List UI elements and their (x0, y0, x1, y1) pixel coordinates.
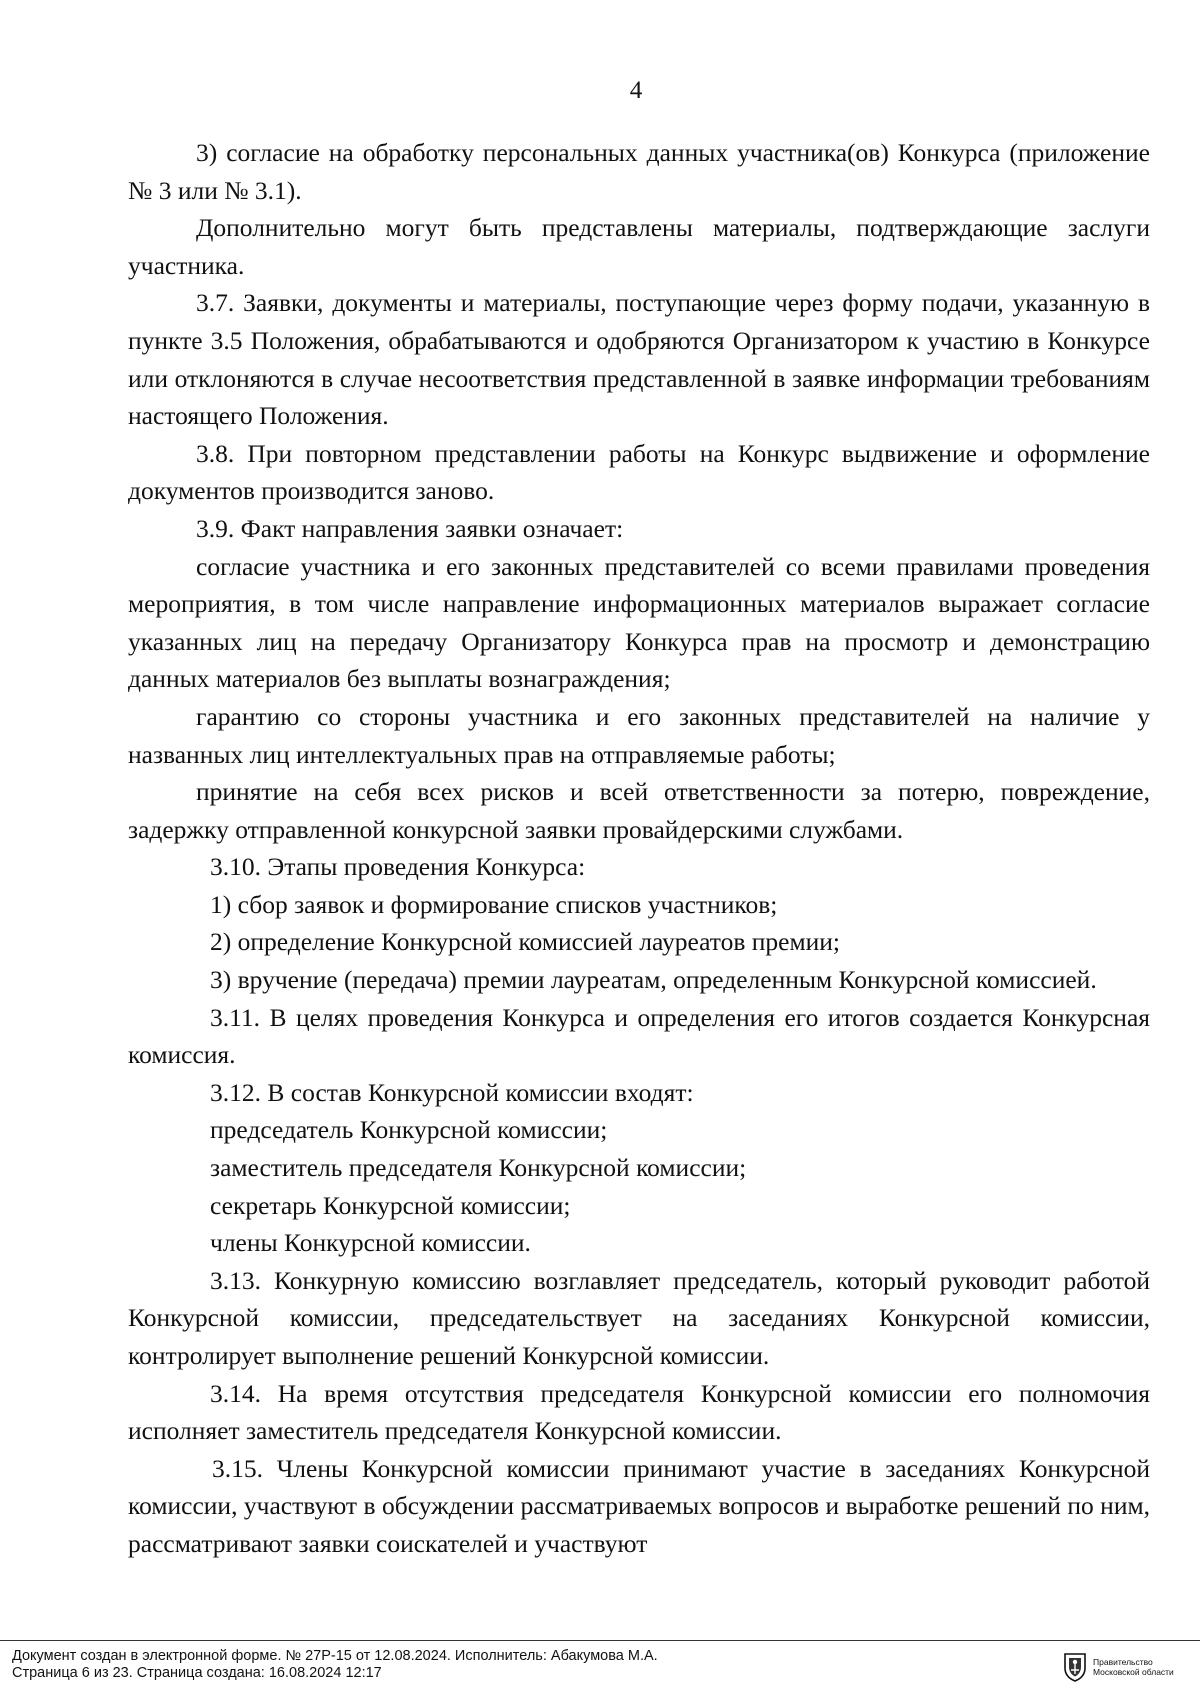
logo-text-line: Правительство (1093, 1657, 1153, 1667)
paragraph: 3.8. При повторном представлении работы на Конкурс выдвижение и оформление документов производится заново. (128, 438, 1150, 506)
coat-of-arms-icon (1062, 1652, 1088, 1682)
list-item: заместитель председателя Конкурсной комиссии; (210, 1153, 747, 1183)
paragraph: 3.12. В состав Конкурсной комиссии входят: (210, 1077, 694, 1107)
paragraph: 3.7. Заявки, документы и материалы, поступающие через форму подачи, указанную в пункте 3.5 Положения, обрабатываются и одобряются Организатором к участию в Конкурсе или отклоняются в случае несоответствия представленной в заявке информации требованиям настоящего Положения. (128, 288, 1150, 431)
paragraph: 3.11. В целях проведения Конкурса и определения его итогов создается Конкурсная комиссия. (128, 1002, 1150, 1070)
paragraph: 3.13. Конкурную комиссию возглавляет председатель, который руководит работой Конкурсной комиссии, председательствует на заседаниях Конкурсной комиссии, контролирует выполнение решений Конкурсной комиссии. (128, 1265, 1150, 1370)
list-item: 3) вручение (передача) премии лауреатам, определенным Конкурсной комиссией. (210, 965, 1097, 995)
list-item: секретарь Конкурсной комиссии; (210, 1190, 571, 1220)
list-item: члены Конкурсной комиссии. (210, 1228, 531, 1258)
paragraph: Дополнительно могут быть представлены материалы, подтверждающие заслуги участника. (128, 213, 1150, 280)
list-item: 1) сбор заявок и формирование списков участников; (210, 889, 778, 919)
footer-divider (0, 1640, 1200, 1641)
paragraph: 3.15. Члены Конкурсной комиссии принимают участие в заседаниях Конкурсной комиссии, участвуют в обсуждении рассматриваемых вопросов и выработке решений по ним, рассматривают заявки соискателей и участвуют (128, 1453, 1150, 1558)
document-footer (12, 1648, 1052, 1682)
paragraph: 3.14. На время отсутствия председателя Конкурсной комиссии его полномочия исполняет заместитель председателя Конкурсной комиссии. (128, 1378, 1150, 1446)
paragraph: согласие участника и его законных представителей со всеми правилами проведения мероприятия, в том числе направление информационных материалов выражает согласие указанных лиц на передачу Организатору Конкурса прав на просмотр и демонстрацию данных материалов без выплаты вознаграждения; (128, 551, 1150, 694)
page-number: 4 (629, 77, 643, 104)
government-logo (1062, 1650, 1180, 1684)
paragraph: 3.9. Факт направления заявки означает: (196, 513, 624, 543)
list-item: 2) определение Конкурсной комиссией лауреатов премии; (210, 927, 840, 957)
paragraph: принятие на себя всех рисков и всей ответственности за потерю, повреждение, задержку отправленной конкурсной заявки провайдерскими службами. (128, 777, 1150, 844)
footer-line-page-info: Страница 6 из 23. Страница создана: 16.08.2024 12:17 (12, 1665, 382, 1681)
paragraph: 3.10. Этапы проведения Конкурса: (210, 852, 586, 882)
logo-text-line: Московской области (1093, 1667, 1174, 1677)
paragraph: гарантию со стороны участника и его законных представителей на наличие у названных лиц интеллектуальных прав на отправляемые работы; (128, 701, 1150, 769)
document-body (128, 134, 1150, 1563)
footer-line-document-info: Документ создан в электронной форме. № 27Р-15 от 12.08.2024. Исполнитель: Абакумова М.А. (12, 1648, 658, 1664)
government-logo-text (1093, 1657, 1174, 1677)
list-item: председатель Конкурсной комиссии; (210, 1115, 608, 1145)
paragraph: 3) согласие на обработку персональных данных участника(ов) Конкурса (приложение № 3 или № 3.1). (128, 138, 1150, 205)
